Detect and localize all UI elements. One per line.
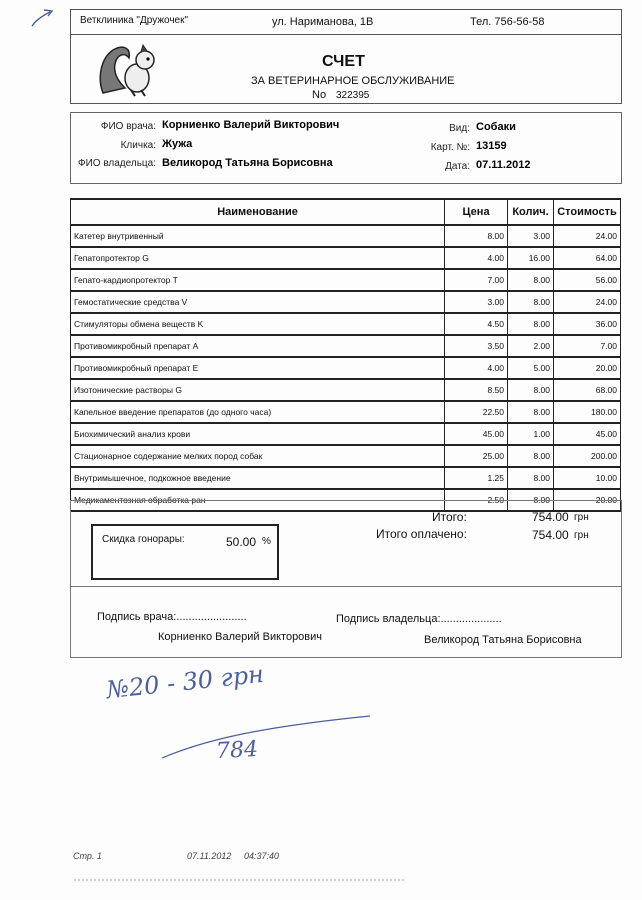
row-cost: 20.00: [553, 357, 620, 379]
row-price: 1.25: [445, 467, 508, 489]
row-item-name: Гепатопротектор G: [71, 247, 445, 269]
row-price: 3.50: [445, 335, 508, 357]
row-item-name: Гепато-кардиопротектор T: [71, 269, 445, 291]
discount-value: 50.00: [226, 535, 257, 549]
col-header-name: Наименование: [71, 199, 445, 225]
clinic-phone: Тел. 756-56-58: [470, 16, 545, 28]
row-item-name: Противомикробный препарат E: [71, 357, 445, 379]
row-quantity: 2.00: [508, 335, 554, 357]
row-price: 7.00: [445, 269, 508, 291]
row-quantity: 16.00: [508, 247, 554, 269]
row-cost: 64.00: [553, 247, 620, 269]
date-label: Дата:: [445, 161, 470, 172]
invoice-title: СЧЕТ: [322, 53, 365, 70]
row-quantity: 8.00: [508, 291, 554, 313]
row-quantity: 8.00: [508, 313, 554, 335]
handwritten-strokes: [160, 712, 380, 765]
paid-currency: грн: [574, 530, 589, 541]
nickname-label: Кличка:: [120, 140, 156, 151]
owner-name: Великород Татьяна Борисовна: [162, 157, 333, 169]
row-quantity: 5.00: [508, 357, 554, 379]
row-cost: 20.00: [553, 489, 620, 511]
row-cost: 7.00: [553, 335, 620, 357]
row-item-name: Внутримышечное, подкожное введение: [71, 467, 445, 489]
row-quantity: 8.00: [508, 269, 554, 291]
paid-value: 754.00: [532, 528, 569, 542]
total-value: 754.00: [532, 510, 569, 524]
services-table: [70, 198, 621, 512]
row-quantity: 8.00: [508, 379, 554, 401]
row-price: 3.00: [445, 291, 508, 313]
discount-label: Скидка гонорары:: [102, 534, 185, 545]
invoice-number-label: No: [312, 89, 327, 101]
total-label: Итого:: [432, 510, 467, 524]
row-item-name: Стимуляторы обмена веществ K: [71, 313, 445, 335]
doctor-signature-label: Подпись врача:.......................: [97, 611, 247, 623]
total-currency: грн: [574, 512, 589, 523]
paid-label: Итого оплачено:: [376, 527, 467, 541]
card-number: 13159: [476, 140, 507, 152]
row-item-name: Противомикробный препарат A: [71, 335, 445, 357]
table-header-row: [71, 199, 621, 225]
row-quantity: 1.00: [508, 423, 554, 445]
row-cost: 45.00: [553, 423, 620, 445]
table-row: [71, 247, 621, 269]
invoice-subtitle: ЗА ВЕТЕРИНАРНОЕ ОБСЛУЖИВАНИЕ: [251, 75, 455, 87]
row-price: 4.00: [445, 357, 508, 379]
row-item-name: Биохимический анализ крови: [71, 423, 445, 445]
row-cost: 36.00: [553, 313, 620, 335]
owner-signature-label: Подпись владельца:....................: [336, 613, 502, 625]
table-row: [71, 423, 621, 445]
species-label: Вид:: [449, 123, 470, 134]
owner-signature-name: Великород Татьяна Борисовна: [424, 634, 582, 646]
row-cost: 68.00: [553, 379, 620, 401]
table-row: [71, 401, 621, 423]
table-row: [71, 357, 621, 379]
row-cost: 180.00: [553, 401, 620, 423]
col-header-qty: Колич.: [508, 199, 554, 225]
row-cost: 10.00: [553, 467, 620, 489]
row-cost: 24.00: [553, 291, 620, 313]
footer-page: Стр. 1: [73, 851, 102, 861]
row-cost: 200.00: [553, 445, 620, 467]
table-row: [71, 467, 621, 489]
row-quantity: 8.00: [508, 489, 554, 511]
row-price: 4.00: [445, 247, 508, 269]
invoice-number: 322395: [336, 90, 370, 101]
pet-nickname: Жужа: [162, 138, 193, 150]
row-price: 45.00: [445, 423, 508, 445]
card-label: Карт. №:: [430, 142, 470, 153]
footer-faded-line: [74, 879, 404, 881]
clinic-address: ул. Нариманова, 1В: [272, 16, 374, 28]
footer-time: 04:37:40: [244, 851, 280, 861]
row-price: 22.50: [445, 401, 508, 423]
handwritten-note-2: 784: [215, 736, 259, 765]
row-price: 2.50: [445, 489, 508, 511]
row-price: 8.00: [445, 225, 508, 247]
row-item-name: Медикаментозная обработка ран: [71, 489, 445, 511]
pen-mark-corner: [30, 6, 64, 30]
col-header-cost: Стоимость: [553, 199, 620, 225]
table-row: [71, 225, 621, 247]
owner-label: ФИО владельца:: [77, 158, 156, 169]
discount-unit: %: [262, 536, 271, 547]
handwritten-note-1: №20 - 30 грн: [104, 659, 266, 705]
doctor-name: Корниенко Валерий Викторович: [162, 119, 340, 131]
table-row: [71, 379, 621, 401]
squirrel-logo-icon: [95, 38, 167, 100]
table-row: [71, 445, 621, 467]
row-price: 25.00: [445, 445, 508, 467]
row-item-name: Стационарное содержание мелких пород собак: [71, 445, 445, 467]
footer-date: 07.11.2012: [187, 851, 232, 861]
table-row: [71, 291, 621, 313]
row-quantity: 8.00: [508, 467, 554, 489]
table-row: [71, 269, 621, 291]
row-quantity: 8.00: [508, 401, 554, 423]
row-quantity: 8.00: [508, 445, 554, 467]
row-item-name: Изотонические растворы G: [71, 379, 445, 401]
row-item-name: Гемостатические средства V: [71, 291, 445, 313]
doctor-signature-name: Корниенко Валерий Викторович: [158, 631, 323, 643]
discount-box: [91, 524, 279, 580]
doctor-label: ФИО врача:: [100, 121, 156, 132]
row-cost: 24.00: [553, 225, 620, 247]
species-value: Собаки: [476, 121, 516, 133]
row-item-name: Капельное введение препаратов (до одного часа): [71, 401, 445, 423]
row-item-name: Катетер внутривенный: [71, 225, 445, 247]
invoice-date: 07.11.2012: [476, 159, 531, 171]
row-quantity: 3.00: [508, 225, 554, 247]
row-cost: 56.00: [553, 269, 620, 291]
clinic-name: Ветклиника "Дружочек": [80, 15, 189, 26]
col-header-price: Цена: [445, 199, 508, 225]
table-row: [71, 335, 621, 357]
row-price: 4.50: [445, 313, 508, 335]
table-row: [71, 313, 621, 335]
row-price: 8.50: [445, 379, 508, 401]
